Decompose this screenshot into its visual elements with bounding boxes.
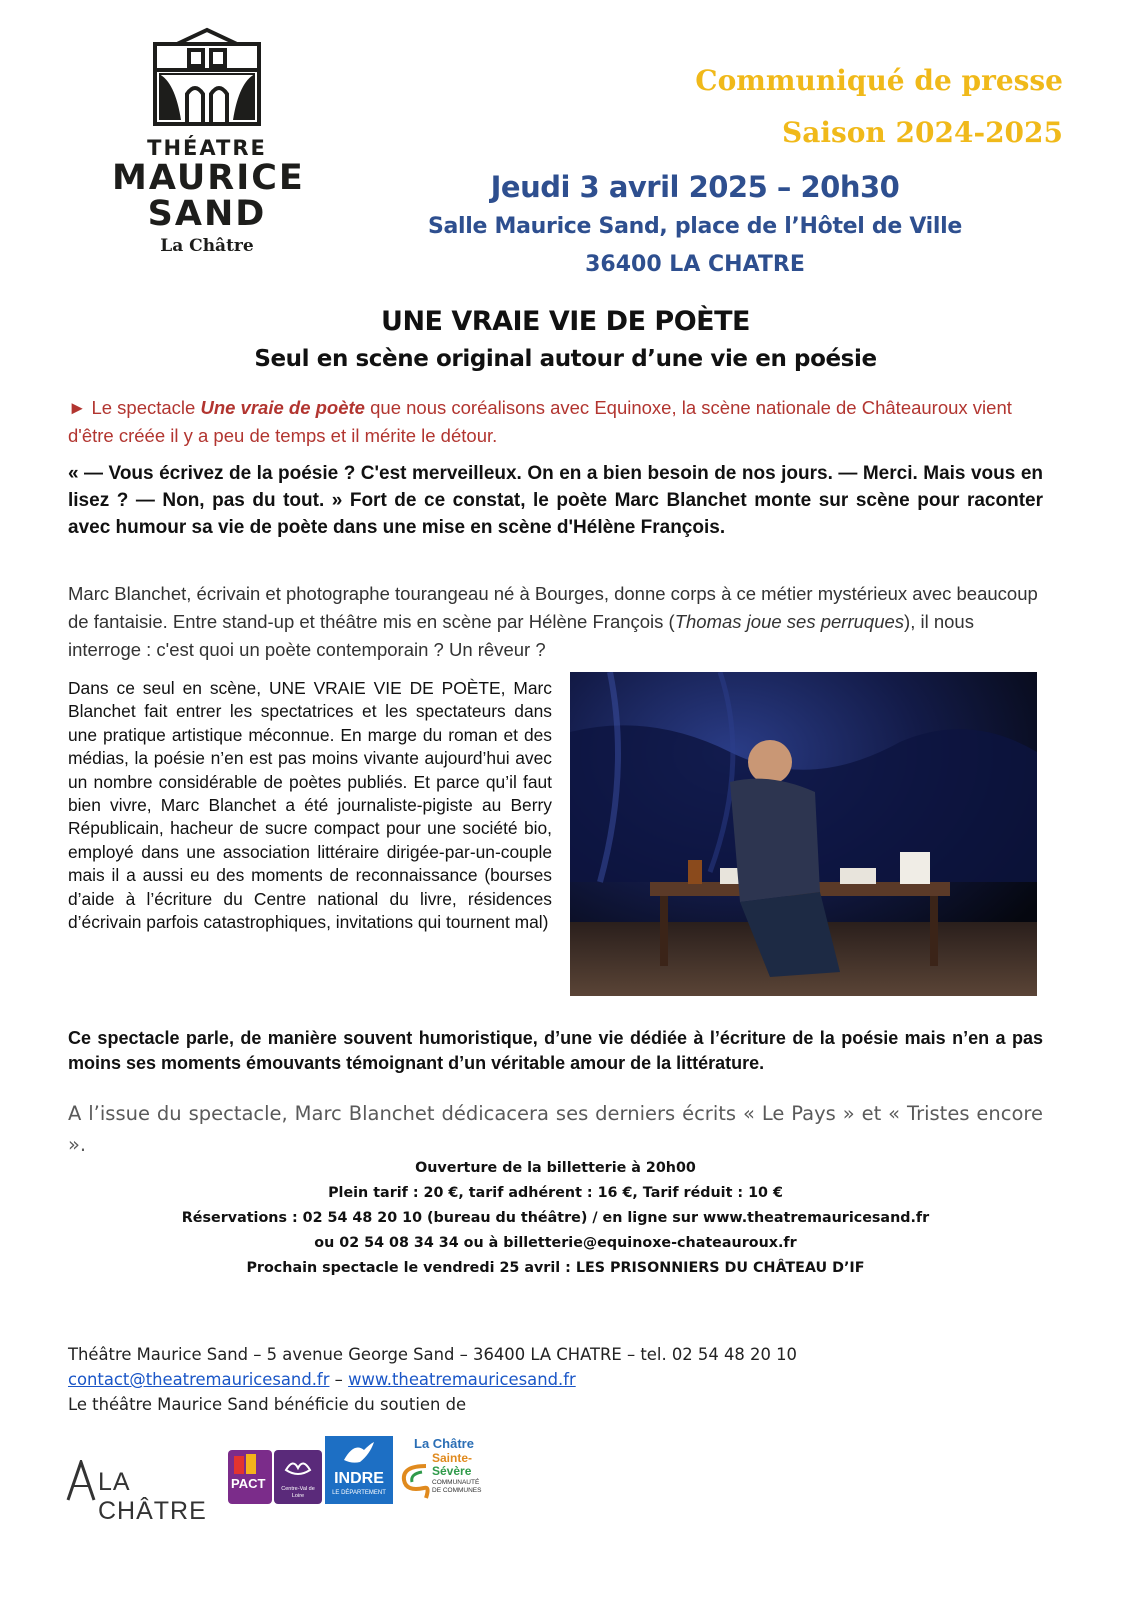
community-line3: Sévère bbox=[432, 1464, 472, 1478]
bio-paragraph bbox=[68, 580, 1043, 664]
community-line2: Sainte- bbox=[432, 1451, 473, 1465]
pact-text: PACT bbox=[231, 1476, 266, 1491]
body-paragraph: Dans ce seul en scène, UNE VRAIE VIE DE POÈTE, Marc Blanchet fait entrer les spectatrices et les spectateurs dans une pratique artistique méconnue. En marge du roman et des médias, la poésie n’en est pas moins vivante aujourd’hui avec un nombre considérable de poètes publiés. Et parce qu’il faut bien vivre, Marc Blanchet a été journaliste-pigiste au Berry Républicain, hacheur de sucre compact pour une société bio, employé dans une association littéraire dirigée-par-un-couple mais il a aussi eu des moments de reconnaissance (bourses d’aide à l’écriture du Centre national du livre, résidences d’écrivain parfois catastrophiques, invitations qui tournent mal) bbox=[68, 678, 552, 933]
bio-part1: Marc Blanchet, écrivain et photographe tourangeau né à Bourges, donne corps à ce métier mystérieux avec beaucoup de fantaisie. Entre stand-up et théâtre mis en scène par Hélène François ( bbox=[68, 583, 1038, 632]
footer-separator: – bbox=[329, 1370, 349, 1389]
community-line4: COMMUNAUTÉ DE COMMUNES bbox=[432, 1479, 482, 1494]
signing-paragraph: A l’issue du spectacle, Marc Blanchet dédicacera ses derniers écrits « Le Pays » et « Tristes encore ». bbox=[68, 1102, 1043, 1156]
la-chatre-emblem-icon bbox=[66, 1460, 96, 1502]
event-venue: Salle Maurice Sand, place de l’Hôtel de Ville bbox=[427, 214, 963, 239]
logo-line-sand: SAND bbox=[147, 194, 267, 234]
next-show: Prochain spectacle le vendredi 25 avril : LES PRISONNIERS DU CHÂTEAU D’IF bbox=[246, 1260, 865, 1276]
indre-bird-icon bbox=[342, 1440, 376, 1466]
intro-paragraph bbox=[68, 394, 1043, 450]
theatre-logo bbox=[112, 24, 305, 264]
region-bird-icon bbox=[283, 1456, 313, 1480]
ticket-opening: Ouverture de la billetterie à 20h00 bbox=[415, 1160, 696, 1176]
event-date: Jeudi 3 avril 2025 – 20h30 bbox=[490, 170, 900, 204]
ticket-reservations: Réservations : 02 54 48 20 10 (bureau du théâtre) / en ligne sur www.theatremauricesand.fr bbox=[181, 1210, 930, 1226]
theatre-building-icon bbox=[145, 24, 269, 128]
stage-photo bbox=[570, 672, 1037, 996]
logo-line-city: La Châtre bbox=[160, 236, 254, 256]
community-logo bbox=[396, 1436, 488, 1504]
community-line1: La Châtre bbox=[414, 1436, 474, 1451]
footer-links bbox=[68, 1370, 576, 1389]
intro-show-name: Une vraie de poète bbox=[200, 397, 365, 418]
la-chatre-text: LA CHÂTRE bbox=[98, 1468, 207, 1525]
press-release-label: Communiqué de presse bbox=[695, 64, 1063, 97]
bio-part2: ), il nous interroge : c'est quoi un poète contemporain ? Un rêveur ? bbox=[68, 611, 974, 660]
pact-logo bbox=[228, 1450, 272, 1504]
logo-line-theatre: THÉATRE bbox=[147, 136, 267, 160]
quote-paragraph: « — Vous écrivez de la poésie ? C'est merveilleux. On en a bien besoin de nos jours. — Merci. Mais vous en lisez ? — Non, pas du tout. » Fort de ce constat, le poète Marc Blanchet monte sur scène pour raconter avec humour sa vie de poète dans une mise en scène d'Hélène François. bbox=[68, 463, 1043, 538]
region-logo bbox=[274, 1450, 322, 1504]
show-subtitle: Seul en scène original autour d’une vie en poésie bbox=[254, 346, 877, 372]
logo-line-maurice: MAURICE bbox=[112, 158, 305, 198]
closing-paragraph: Ce spectacle parle, de manière souvent humoristique, d’une vie dédiée à l’écriture de la poésie mais n’en a pas moins ses moments émouvants témoignant d’un véritable amour de la littérature. bbox=[68, 1028, 1043, 1073]
ticket-prices: Plein tarif : 20 €, tarif adhérent : 16 €, Tarif réduit : 10 € bbox=[328, 1185, 783, 1201]
contact-email-link[interactable]: contact@theatremauricesand.fr bbox=[68, 1370, 330, 1389]
community-swirl-icon bbox=[396, 1462, 432, 1502]
la-chatre-logo bbox=[66, 1460, 226, 1525]
website-link[interactable]: www.theatremauricesand.fr bbox=[348, 1370, 576, 1389]
bio-italic-title: Thomas joue ses perruques bbox=[674, 611, 905, 632]
region-text: Centre-Val de Loire bbox=[281, 1486, 315, 1499]
show-title: UNE VRAIE VIE DE POÈTE bbox=[381, 306, 750, 337]
event-city: 36400 LA CHATRE bbox=[585, 252, 805, 277]
season-label: Saison 2024-2025 bbox=[781, 116, 1063, 149]
intro-rest: que nous coréalisons avec Equinoxe, la scène nationale de Châteauroux vient d'être créée il y a peu de temps et il mérite le détour. bbox=[68, 397, 1012, 446]
ticket-alt-reservations: ou 02 54 08 34 34 ou à billetterie@equinoxe-chateauroux.fr bbox=[314, 1235, 797, 1251]
intro-lead: ► Le spectacle bbox=[68, 397, 201, 418]
indre-text: INDRE bbox=[334, 1470, 384, 1487]
indre-subtext: LE DÉPARTEMENT bbox=[332, 1490, 386, 1496]
footer-support: Le théâtre Maurice Sand bénéficie du soutien de bbox=[68, 1395, 467, 1414]
footer-address: Théâtre Maurice Sand – 5 avenue George Sand – 36400 LA CHATRE – tel. 02 54 48 20 10 bbox=[68, 1345, 797, 1364]
indre-logo bbox=[325, 1436, 393, 1504]
